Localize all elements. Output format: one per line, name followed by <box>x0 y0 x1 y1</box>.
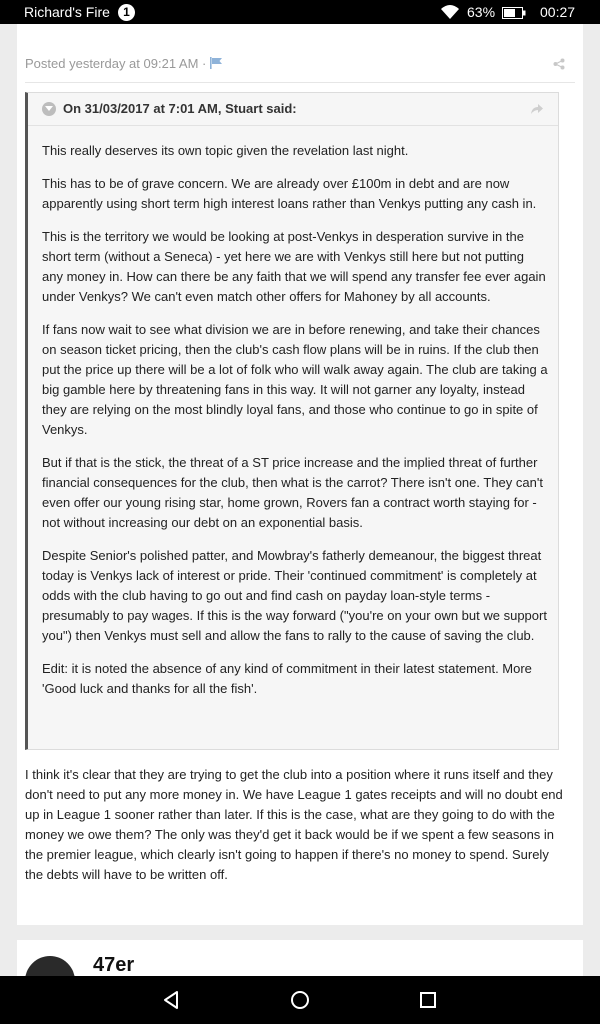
post-meta <box>25 56 223 72</box>
quote-paragraph: If fans now wait to see what division we are in before renewing, and take their chances on season ticket pricing, then the club's cash flow plans will be in ruins. If the club then put the price up there will be a lot of folk who will walk away again. The club are taking a big gamble here by threatening fans in this way. It will not garner any loyalty, instead they are relying on the most blindly loyal fans, and those who continue to go in spite of Venkys. <box>42 322 548 437</box>
next-post-card <box>17 940 583 980</box>
back-icon[interactable] <box>162 990 182 1010</box>
post-card <box>17 24 583 925</box>
quote-header <box>28 93 558 126</box>
battery-icon <box>502 6 526 22</box>
navigation-bar <box>0 976 600 1024</box>
wifi-icon <box>440 4 460 23</box>
quote-paragraph: Despite Senior's polished patter, and Mowbray's fatherly demeanour, the biggest threat today is Venkys lack of interest or pride. Their 'continued commitment' is completely at odds with the club having to go out and find cash on payday loan-style terms - presumably to pay wages. If this is the way forward ("you're on your own but we support you") then Venkys must sell and allow the fans to rally to the cause of saving the club. <box>42 548 547 643</box>
status-bar <box>0 0 600 24</box>
device-name: Richard's Fire <box>24 4 110 20</box>
quote-paragraph: This really deserves its own topic given the revelation last night. <box>42 143 409 158</box>
author-name[interactable]: 47er <box>93 954 135 976</box>
quote-paragraph: But if that is the stick, the threat of a ST price increase and the implied threat of further financial consequences for the club, then what is the carrot? There isn't one. They can't even offer our young rising star, home grown, Rovers fan a contract worth staying for - not without increasing our debt on an exponential basis. <box>42 455 543 530</box>
quote-body <box>42 141 548 712</box>
post-date[interactable]: Posted yesterday at 09:21 AM · <box>25 56 207 71</box>
share-icon[interactable] <box>553 57 565 75</box>
collapse-icon[interactable] <box>42 102 56 116</box>
home-icon[interactable] <box>290 990 310 1010</box>
battery-percent: 63% <box>467 4 496 20</box>
arrow-icon[interactable] <box>530 102 544 120</box>
quote-block <box>25 92 559 750</box>
recent-apps-icon[interactable] <box>418 990 438 1010</box>
notification-badge[interactable]: 1 <box>118 4 135 21</box>
divider <box>25 82 575 83</box>
flag-icon[interactable] <box>210 57 223 72</box>
quote-citation: On 31/03/2017 at 7:01 AM, Stuart said: <box>63 101 297 116</box>
clock: 00:27 <box>540 4 576 20</box>
post-content: I think it's clear that they are trying to get the club into a position where it runs itself and they don't need to put any more money in. We have League 1 gates receipts and will no doubt end up in League 1 sooner rather than later. If this is the case, what are they going to do with the money we owe them? The only was they'd get it back would be if we spent a few seasons in the premier league, which clearly isn't going to happen if there's no money to spend. Surely the debts will have to be written off. <box>25 767 563 882</box>
quote-paragraph: This is the territory we would be looking at post-Venkys in desperation survive in the short term (without a Seneca) - yet here we are with Venkys still here but not putting any money in. How can there be any faith that we will spend any transfer fee ever again under Venkys? We can't even match other offers for Mahoney by all accounts. <box>42 229 546 304</box>
quote-paragraph: This has to be of grave concern. We are already over £100m in debt and are now apparently using short term high interest loans rather than Venkys putting any cash in. <box>42 176 537 211</box>
quote-paragraph: Edit: it is noted the absence of any kind of commitment in their latest statement. More 'Good luck and thanks for all the fish'. <box>42 661 532 696</box>
